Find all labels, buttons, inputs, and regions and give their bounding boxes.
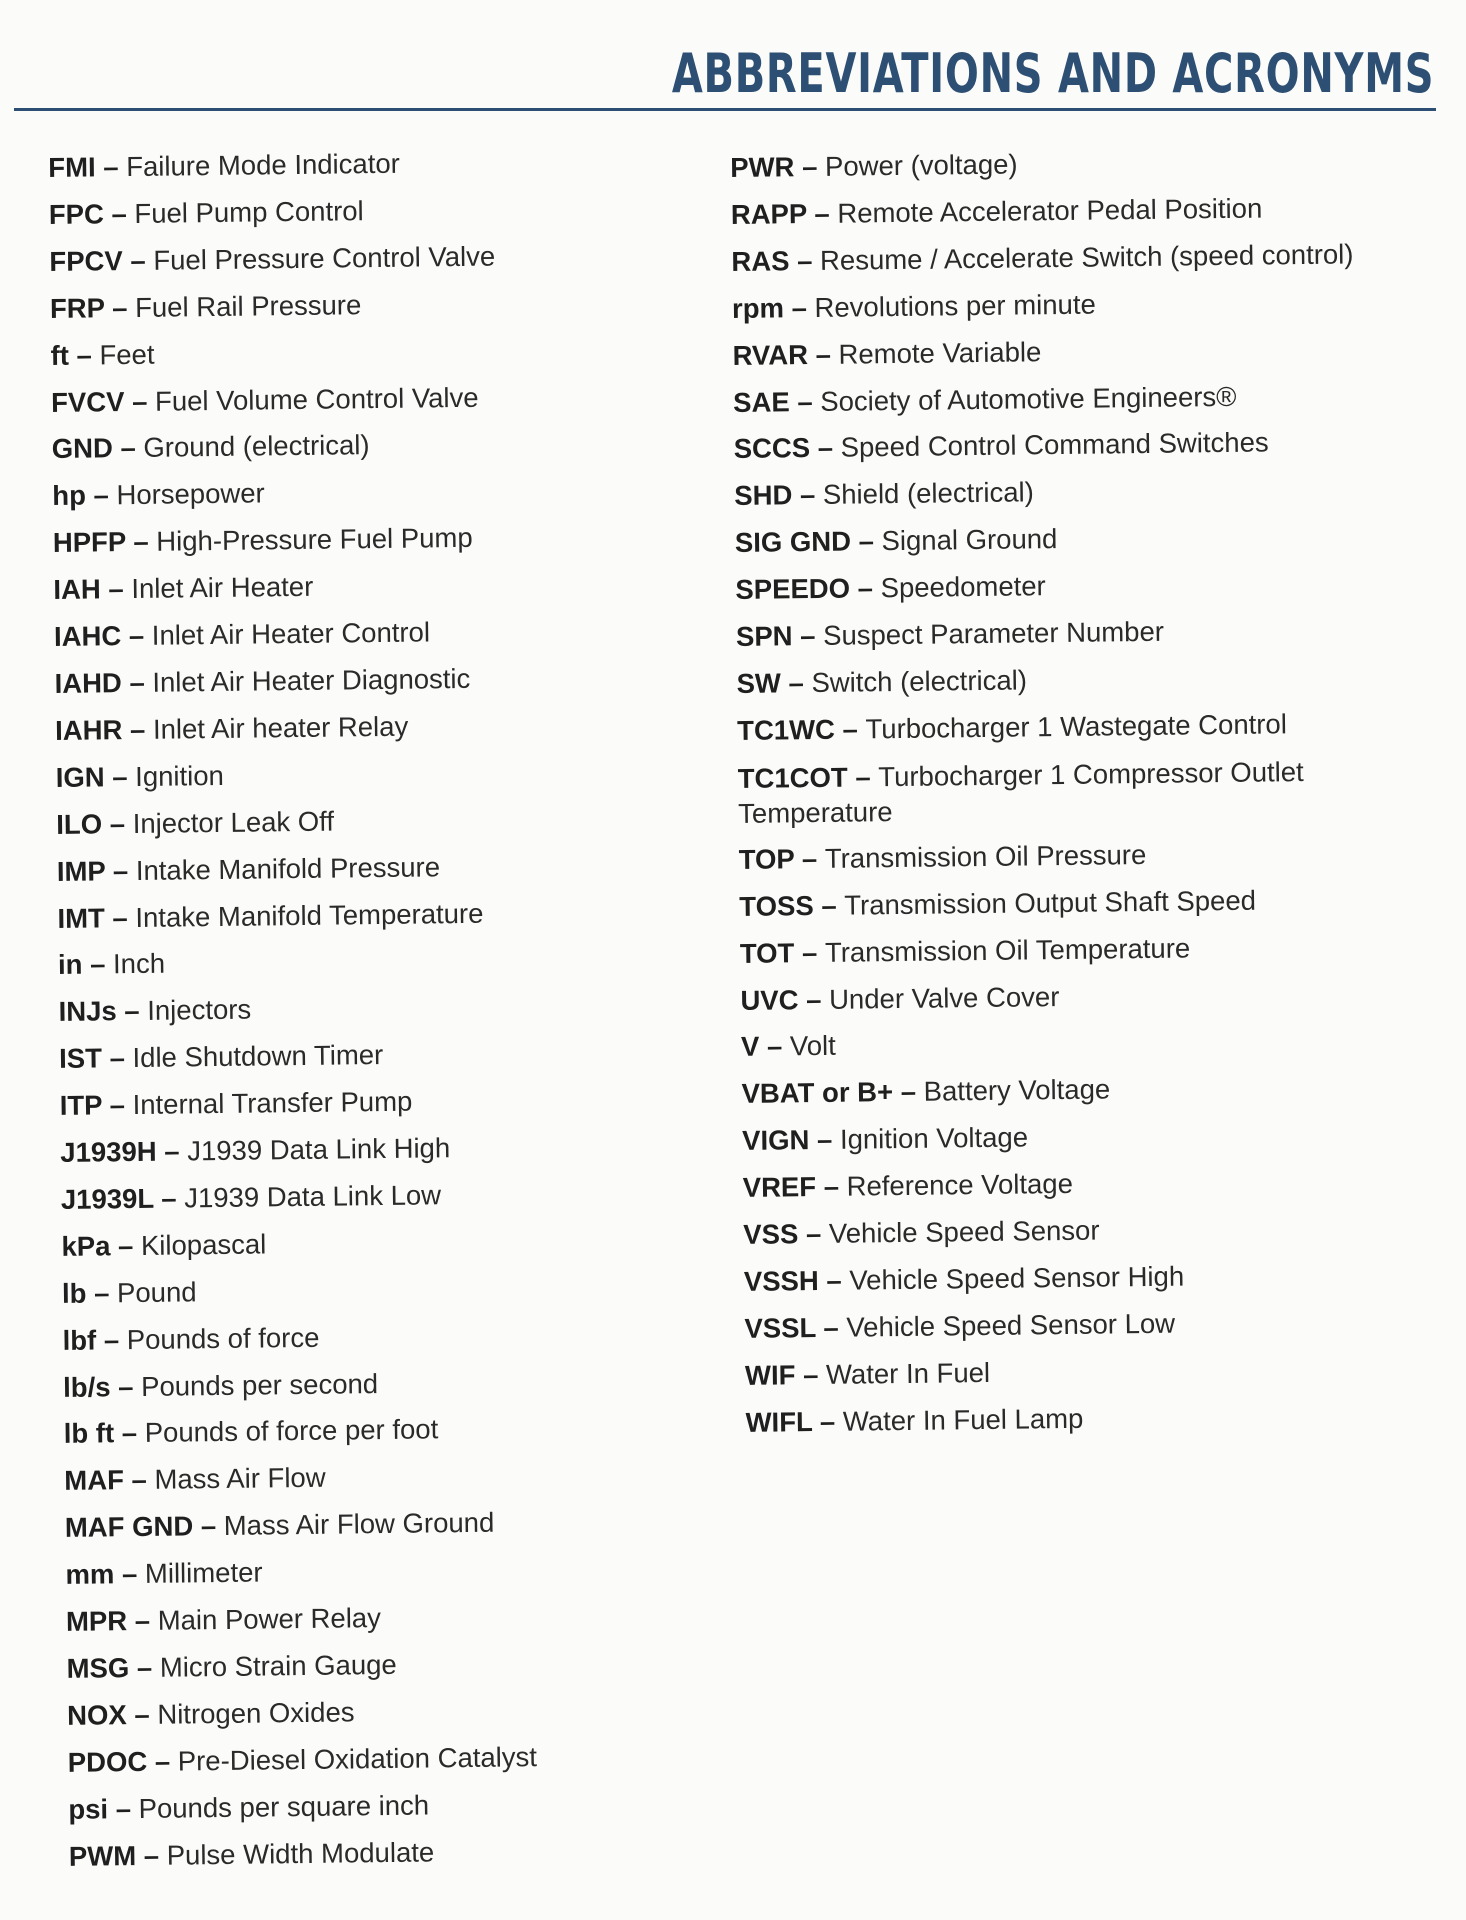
glossary-entry — [53, 512, 694, 567]
glossary-term: ILO — [56, 808, 103, 840]
glossary-separator: – — [850, 525, 882, 557]
glossary-definition: Kilopascal — [140, 1228, 267, 1261]
glossary-separator: – — [113, 1417, 145, 1449]
glossary-separator: – — [122, 244, 154, 276]
glossary-separator: – — [849, 572, 881, 604]
glossary-definition: Internal Transfer Pump — [132, 1085, 413, 1121]
glossary-separator: – — [792, 479, 824, 511]
glossary-separator: – — [126, 1604, 158, 1637]
glossary-separator: – — [156, 1135, 188, 1167]
glossary-definition: Nitrogen Oxides — [157, 1696, 355, 1730]
glossary-entry — [66, 1591, 707, 1646]
glossary-definition: Reference Voltage — [846, 1168, 1074, 1202]
glossary-separator: – — [85, 479, 117, 511]
glossary-entry — [60, 1122, 701, 1177]
glossary-term: GND — [51, 432, 114, 465]
glossary-entry — [69, 1826, 710, 1881]
glossary-term: MPR — [65, 1605, 128, 1637]
glossary-separator: – — [112, 432, 144, 464]
glossary-term: SHD — [734, 479, 793, 512]
glossary-separator: – — [121, 619, 152, 652]
glossary-entry — [731, 183, 1432, 238]
glossary-separator: – — [806, 197, 838, 229]
glossary-term: TOT — [739, 936, 795, 969]
glossary-term: IAHR — [54, 714, 123, 746]
glossary-separator: – — [104, 901, 136, 933]
glossary-separator: – — [121, 666, 153, 699]
glossary-definition: Volt — [789, 1030, 836, 1062]
glossary-definition: Society of Automotive Engineers® — [820, 380, 1237, 417]
glossary-entry — [737, 746, 1438, 837]
glossary-entry — [50, 278, 691, 333]
glossary-separator: – — [107, 1792, 139, 1825]
glossary-separator: – — [759, 1030, 791, 1063]
glossary-entry — [50, 325, 691, 380]
glossary-term: VSS — [743, 1218, 799, 1250]
glossary-term: FMI — [48, 151, 96, 183]
glossary-definition: Micro Strain Gauge — [159, 1648, 397, 1683]
glossary-entry — [61, 1169, 702, 1224]
glossary-separator: – — [68, 339, 100, 371]
glossary-separator: – — [815, 1170, 847, 1203]
glossary-definition: Switch (electrical) — [811, 664, 1028, 699]
glossary-entry — [736, 652, 1437, 707]
glossary-entry — [64, 1450, 705, 1505]
glossary-entry — [736, 605, 1437, 660]
glossary-separator: – — [794, 936, 826, 968]
glossary-term: lb ft — [63, 1417, 115, 1450]
glossary-definition: Injectors — [147, 993, 252, 1027]
glossary-entry — [49, 231, 690, 286]
glossary-term: hp — [52, 479, 87, 512]
glossary-entry — [741, 1063, 1442, 1118]
glossary-definition: Pounds of force per foot — [144, 1413, 439, 1449]
glossary-term: IST — [58, 1042, 103, 1075]
glossary-term: SPEEDO — [735, 572, 851, 606]
glossary-entry — [54, 653, 695, 708]
glossary-definition: Vehicle Speed Sensor High — [849, 1260, 1185, 1296]
glossary-entry — [59, 1028, 700, 1083]
left-column-list — [48, 137, 709, 1880]
glossary-term: MAF GND — [64, 1510, 194, 1544]
glossary-separator: – — [153, 1182, 185, 1214]
glossary-term: RVAR — [732, 338, 809, 371]
glossary-term: lb/s — [62, 1370, 111, 1403]
glossary-term: lb — [61, 1277, 87, 1309]
glossary-entry — [52, 466, 693, 521]
glossary-term: MAF — [64, 1464, 125, 1497]
glossary-definition: Speedometer — [880, 570, 1046, 604]
glossary-definition: Transmission Output Shaft Speed — [844, 884, 1257, 921]
glossary-entry — [744, 1297, 1445, 1352]
glossary-entry — [735, 559, 1436, 614]
glossary-definition: Millimeter — [144, 1556, 263, 1590]
glossary-term: ft — [50, 339, 70, 371]
glossary-entry — [48, 137, 689, 192]
glossary-definition: Turbocharger 1 Wastegate Control — [865, 708, 1288, 745]
glossary-entry — [57, 888, 698, 943]
glossary-separator: – — [193, 1510, 224, 1542]
glossary-entry — [65, 1497, 706, 1552]
glossary-definition: Horsepower — [116, 477, 265, 511]
glossary-definition: Inlet Air Heater Control — [151, 616, 431, 651]
glossary-term: IAHD — [54, 667, 122, 699]
glossary-entry — [733, 418, 1434, 473]
glossary-entry — [67, 1732, 708, 1787]
glossary-entry — [62, 1263, 703, 1318]
glossary-entry — [741, 1016, 1442, 1071]
right-column-list — [730, 136, 1446, 1446]
glossary-definition: Pounds per square inch — [138, 1789, 430, 1824]
glossary-definition: Power (voltage) — [824, 148, 1018, 182]
glossary-definition: High-Pressure Fuel Pump — [156, 522, 473, 557]
glossary-definition: Signal Ground — [881, 523, 1058, 557]
glossary-separator: – — [794, 842, 826, 875]
glossary-term: rpm — [731, 292, 785, 324]
glossary-definition: Inch — [112, 948, 166, 980]
glossary-term: TOSS — [739, 889, 814, 922]
glossary-term: SW — [736, 667, 782, 699]
glossary-definition: Transmission Oil Temperature — [824, 932, 1191, 968]
glossary-term: WIFL — [745, 1405, 813, 1438]
glossary-definition: Ignition — [134, 759, 225, 792]
glossary-term: SIG GND — [734, 525, 852, 559]
glossary-term: J1939L — [60, 1182, 154, 1215]
glossary-term: FRP — [49, 292, 105, 324]
glossary-separator: – — [780, 667, 812, 699]
glossary-term: IMP — [56, 854, 106, 887]
glossary-definition: Fuel Pressure Control Valve — [153, 240, 496, 276]
glossary-definition: Pounds per second — [140, 1367, 379, 1402]
glossary-definition: Water In Fuel — [825, 1356, 991, 1390]
glossary-definition: Mass Air Flow — [154, 1462, 326, 1496]
glossary-term: mm — [65, 1558, 115, 1591]
glossary-separator: – — [100, 573, 132, 605]
glossary-entry — [740, 969, 1441, 1024]
glossary-entry — [51, 372, 692, 427]
glossary-entry — [63, 1404, 704, 1459]
glossary-entry — [53, 559, 694, 614]
title-rule — [14, 108, 1436, 111]
glossary-entry — [54, 606, 695, 661]
glossary-separator: – — [135, 1839, 167, 1871]
glossary-term: VSSL — [744, 1311, 816, 1344]
glossary-separator: – — [110, 1370, 142, 1402]
glossary-definition: Inlet Air Heater Diagnostic — [152, 662, 471, 698]
glossary-term: IAHC — [53, 620, 122, 653]
glossary-term: UVC — [740, 983, 799, 1016]
glossary-separator: – — [809, 432, 841, 464]
glossary-entry — [745, 1391, 1446, 1446]
glossary-definition: Revolutions per minute — [814, 288, 1096, 323]
glossary-term: PWR — [730, 151, 795, 183]
glossary-term: SCCS — [733, 432, 811, 465]
glossary-separator: – — [795, 1358, 827, 1391]
glossary-entry — [733, 371, 1434, 426]
glossary-definition: Ground (electrical) — [143, 429, 370, 464]
glossary-term: SAE — [732, 385, 790, 418]
glossary-entry — [731, 230, 1432, 285]
glossary-term: WIF — [744, 1359, 796, 1391]
glossary-term: VREF — [742, 1171, 817, 1204]
glossary-entry — [734, 465, 1435, 520]
glossary-entry — [737, 699, 1438, 754]
glossary-term: V — [740, 1031, 760, 1063]
glossary-definition: Intake Manifold Pressure — [135, 850, 441, 886]
glossary-separator: – — [116, 995, 148, 1027]
glossary-entry — [743, 1203, 1444, 1258]
glossary-separator: – — [812, 1405, 844, 1437]
glossary-definition: Vehicle Speed Sensor — [828, 1214, 1100, 1249]
glossary-term: RAPP — [730, 197, 807, 230]
glossary-entry — [51, 419, 692, 474]
glossary-definition: Fuel Rail Pressure — [134, 288, 362, 323]
glossary-term: NOX — [66, 1699, 127, 1731]
glossary-separator: – — [126, 1698, 158, 1731]
glossary-separator: – — [104, 760, 136, 793]
glossary-separator: – — [103, 197, 135, 230]
glossary-term: PWM — [68, 1839, 137, 1872]
glossary-term: in — [57, 949, 83, 981]
glossary-definition: J1939 Data Link Low — [184, 1179, 442, 1214]
glossary-entry — [67, 1685, 708, 1740]
glossary-definition: Feet — [99, 338, 155, 371]
glossary-separator: – — [101, 1089, 133, 1121]
glossary-term: lbf — [62, 1324, 97, 1356]
glossary-term: VSSH — [743, 1264, 819, 1297]
glossary-definition: Pulse Width Modulate — [166, 1836, 435, 1871]
glossary-term: TC1COT — [737, 761, 848, 794]
glossary-separator: – — [101, 1042, 133, 1074]
glossary-separator: – — [86, 1276, 118, 1309]
glossary-entry — [744, 1250, 1445, 1305]
glossary-entry — [59, 1075, 700, 1130]
glossary-term: RAS — [731, 245, 790, 277]
glossary-separator: – — [794, 150, 826, 183]
glossary-separator: – — [798, 983, 830, 1015]
glossary-separator: – — [124, 385, 156, 417]
glossary-separator: – — [792, 619, 824, 652]
glossary-entry — [55, 700, 696, 755]
glossary-term: SPN — [735, 620, 793, 653]
glossary-definition: J1939 Data Link High — [187, 1132, 451, 1167]
glossary-separator: – — [783, 291, 815, 324]
glossary-entry — [66, 1638, 707, 1693]
glossary-entry — [745, 1344, 1446, 1399]
glossary-entry — [63, 1357, 704, 1412]
glossary-definition: Pound — [116, 1276, 197, 1308]
glossary-entry — [739, 875, 1440, 930]
glossary-definition: Water In Fuel Lamp — [842, 1402, 1084, 1437]
glossary-term: FPC — [48, 198, 105, 230]
glossary-definition: Suspect Parameter Number — [822, 615, 1165, 651]
glossary-separator: – — [122, 713, 154, 746]
glossary-entry — [740, 922, 1441, 977]
glossary-separator: – — [834, 713, 866, 745]
glossary-definition: Inlet Air Heater — [131, 570, 314, 605]
glossary-separator: – — [147, 1745, 178, 1777]
glossary-entry — [57, 841, 698, 896]
glossary-definition: Fuel Volume Control Valve — [154, 381, 479, 417]
glossary-definition: Shield (electrical) — [822, 476, 1035, 511]
glossary-term: VIGN — [741, 1124, 810, 1157]
glossary-definition: Intake Manifold Temperature — [135, 897, 484, 933]
glossary-term: psi — [68, 1793, 109, 1825]
glossary-term: FVCV — [50, 385, 125, 418]
glossary-term: J1939H — [60, 1135, 157, 1168]
glossary-definition: Battery Voltage — [923, 1073, 1111, 1108]
glossary-term: IAH — [53, 573, 101, 606]
glossary-separator: – — [815, 1311, 847, 1343]
glossary-definition: Vehicle Speed Sensor Low — [846, 1307, 1176, 1343]
glossary-entry — [732, 324, 1433, 379]
glossary-entry — [65, 1544, 706, 1599]
glossary-entry — [58, 981, 699, 1036]
glossary-separator: – — [892, 1076, 924, 1108]
glossary-entry — [742, 1156, 1443, 1211]
glossary-definition: Resume / Accelerate Switch (speed control) — [819, 238, 1354, 276]
glossary-separator: – — [129, 1651, 161, 1684]
glossary-entry — [730, 136, 1431, 191]
glossary-entry — [732, 277, 1433, 332]
glossary-term: ITP — [59, 1089, 103, 1122]
glossary-definition: Speed Control Command Switches — [840, 426, 1269, 464]
glossary-term: HPFP — [52, 526, 126, 559]
glossary-definition: Idle Shutdown Timer — [132, 1039, 384, 1074]
glossary-definition: Mass Air Flow Ground — [223, 1506, 495, 1542]
glossary-entry — [738, 828, 1439, 883]
glossary-entry — [742, 1110, 1443, 1165]
glossary-separator: – — [123, 1464, 155, 1496]
glossary-term: INJs — [58, 995, 117, 1028]
glossary-entry — [58, 935, 699, 990]
glossary-separator: – — [104, 291, 136, 324]
glossary-separator: – — [114, 1558, 146, 1590]
glossary-separator: – — [798, 1217, 830, 1250]
glossary-separator: – — [818, 1264, 850, 1296]
glossary-entry — [56, 794, 697, 849]
page-title: ABBREVIATIONS AND ACRONYMS — [671, 42, 1434, 105]
glossary-term: MSG — [66, 1652, 130, 1684]
glossary-definition: Pounds of force — [126, 1321, 320, 1355]
glossary-separator: – — [101, 807, 133, 840]
glossary-entry — [49, 184, 690, 239]
glossary-separator: – — [847, 761, 879, 793]
glossary-term: FPCV — [49, 244, 123, 277]
glossary-separator: – — [125, 525, 157, 558]
glossary-definition: Inlet Air heater Relay — [152, 710, 409, 745]
glossary-separator: – — [110, 1229, 142, 1262]
glossary-definition: Remote Accelerator Pedal Position — [837, 192, 1263, 229]
glossary-definition: Remote Variable — [838, 335, 1042, 370]
glossary-definition: Injector Leak Off — [132, 805, 335, 839]
glossary-definition: Failure Mode Indicator — [126, 147, 400, 183]
glossary-separator: – — [789, 244, 821, 277]
glossary-entry — [62, 1310, 703, 1365]
glossary-term: IGN — [55, 761, 105, 793]
glossary-definition: Fuel Pump Control — [134, 195, 364, 229]
glossary-definition: Under Valve Cover — [828, 980, 1060, 1015]
glossary-entry — [68, 1779, 709, 1834]
glossary-entry — [61, 1216, 702, 1271]
glossary-separator: – — [82, 948, 114, 981]
glossary-term: VBAT or B+ — [741, 1076, 894, 1110]
glossary-separator: – — [813, 889, 845, 921]
glossary-definition: Main Power Relay — [157, 1602, 382, 1636]
glossary-definition: Turbocharger 1 Compressor Outlet Temperature — [737, 755, 1304, 829]
glossary-separator: – — [95, 151, 127, 183]
glossary-entry — [735, 512, 1436, 567]
glossary-separator: – — [96, 1323, 127, 1356]
glossary-separator: – — [789, 385, 821, 417]
glossary-separator: – — [809, 1123, 841, 1156]
glossary-term: TOP — [738, 843, 795, 875]
glossary-term: PDOC — [67, 1745, 148, 1778]
glossary-term: IMT — [57, 901, 105, 934]
glossary-separator: – — [105, 854, 137, 886]
glossary-term: TC1WC — [736, 713, 836, 746]
glossary-definition: Transmission Oil Pressure — [824, 838, 1147, 874]
glossary-definition: Pre-Diesel Oxidation Catalyst — [177, 1740, 538, 1777]
glossary-separator: – — [807, 338, 839, 370]
glossary-entry — [55, 747, 696, 802]
glossary-definition: Ignition Voltage — [839, 1121, 1029, 1155]
glossary-term: kPa — [61, 1230, 111, 1262]
